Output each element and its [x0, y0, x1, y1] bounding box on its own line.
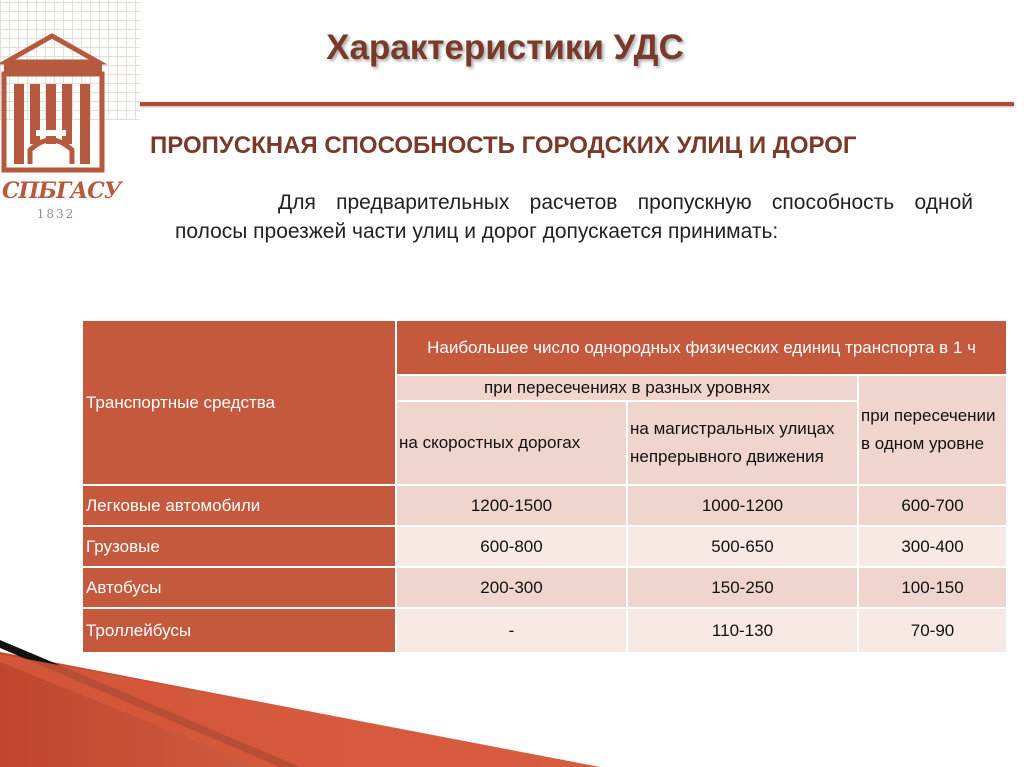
vehicle-type-header: Транспортные средства	[82, 320, 396, 485]
cell-single-level: 300-400	[858, 526, 1007, 567]
cell-arterial: 150-250	[627, 567, 858, 608]
intro-paragraph: Для предварительных расчетов пропускную способность одной полосы проезжей части улиц и дорог допускается принимать:	[175, 191, 973, 243]
slide-title: Характеристики УДС	[326, 28, 684, 67]
cell-express: 1200-1500	[396, 485, 627, 526]
university-logo	[0, 0, 140, 235]
cell-express: 600-800	[396, 526, 627, 567]
row-vehicle-label: Грузовые	[82, 526, 396, 567]
logo-year: 1832	[36, 207, 76, 221]
cell-single-level: 70-90	[858, 608, 1007, 653]
building-emblem-icon	[0, 0, 140, 180]
max-units-group-header: Наибольшее число однородных физических единиц транспорта в 1 ч	[396, 320, 1007, 375]
cell-express: 200-300	[396, 567, 627, 608]
table-row	[82, 567, 1007, 608]
row-vehicle-label: Троллейбусы	[82, 608, 396, 653]
slide-subtitle: ПРОПУСКНАЯ СПОСОБНОСТЬ ГОРОДСКИХ УЛИЦ И ДОРОГ	[150, 132, 857, 159]
title-divider	[140, 102, 1014, 106]
multilevel-intersections-header: при пересечениях в разных уровнях	[396, 375, 858, 401]
row-vehicle-label: Автобусы	[82, 567, 396, 608]
decorative-swoosh	[0, 640, 620, 767]
express-roads-header: на скоростных дорогах	[396, 401, 627, 485]
cell-arterial: 1000-1200	[627, 485, 858, 526]
arterial-streets-header: на магистральных улицах непрерывного движения	[627, 401, 858, 485]
cell-arterial: 110-130	[627, 608, 858, 653]
logo-wordmark: СПБГАСУ	[2, 178, 121, 204]
cell-express: -	[396, 608, 627, 653]
single-level-intersection-header: при пересечении в одном уровне	[858, 375, 1007, 485]
row-vehicle-label: Легковые автомобили	[82, 485, 396, 526]
cell-arterial: 500-650	[627, 526, 858, 567]
capacity-table	[81, 319, 1008, 654]
cell-single-level: 600-700	[858, 485, 1007, 526]
cell-single-level: 100-150	[858, 567, 1007, 608]
table-row	[82, 526, 1007, 567]
table-row	[82, 485, 1007, 526]
